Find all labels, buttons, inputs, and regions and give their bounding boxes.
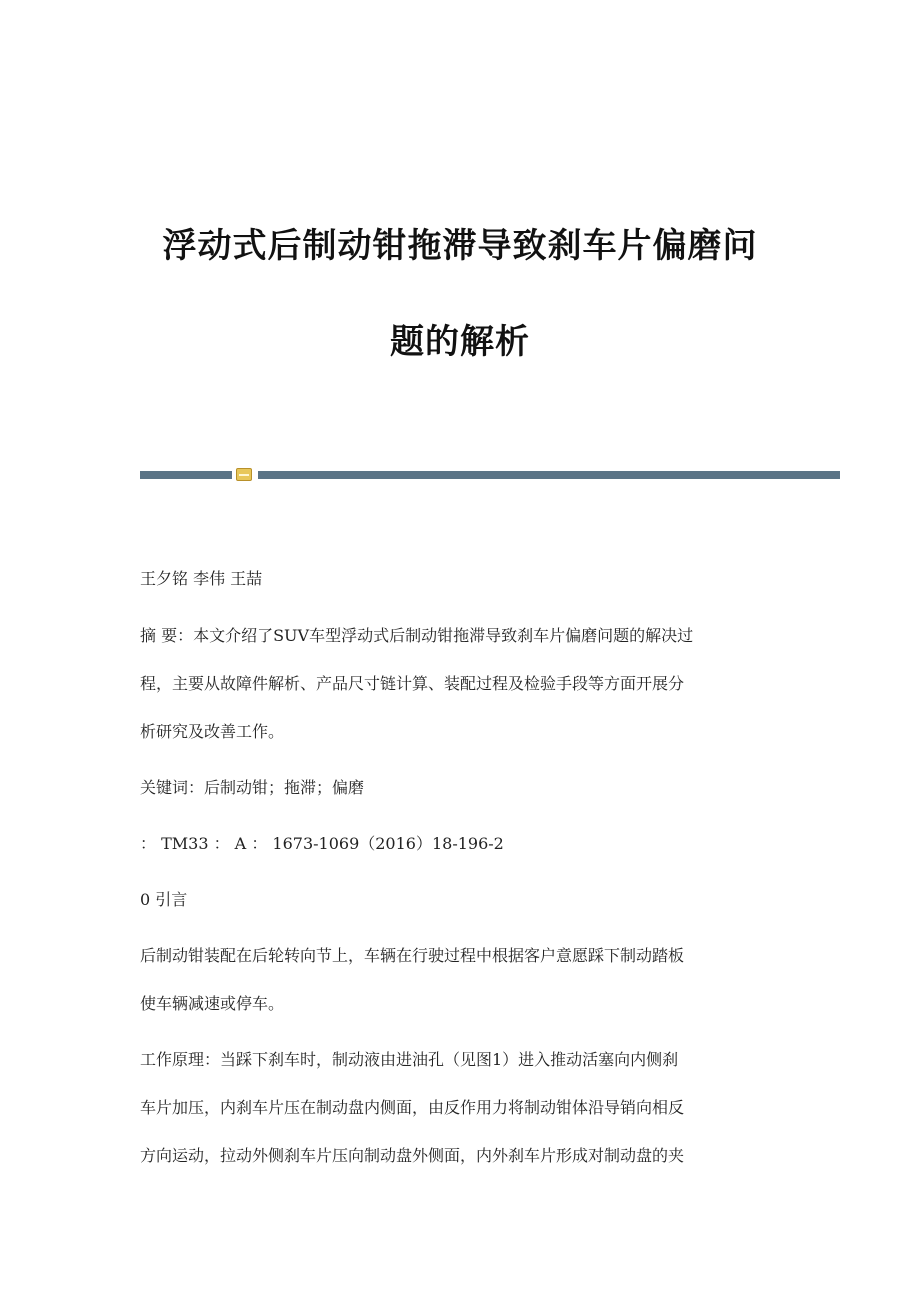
divider-emblem-icon bbox=[236, 468, 252, 481]
abstract-line: 析研究及改善工作。 bbox=[140, 722, 285, 741]
section-heading: 0 引言 bbox=[140, 890, 188, 909]
keywords: 关键词：后制动钳；拖滞；偏磨 bbox=[140, 778, 365, 797]
divider-right-bar bbox=[258, 471, 840, 479]
abstract-line: 摘 要：本文介绍了SUV车型浮动式后制动钳拖滞导致刹车片偏磨问题的解决过 bbox=[140, 626, 694, 645]
title-line-2: 题的解析 bbox=[390, 322, 530, 362]
authors: 王夕铭 李伟 王喆 bbox=[140, 569, 263, 588]
principle-line: 工作原理：当踩下刹车时，制动液由进油孔（见图1）进入推动活塞向内侧刹 bbox=[140, 1050, 679, 1069]
principle-line: 方向运动，拉动外侧刹车片压向制动盘外侧面，内外刹车片形成对制动盘的夹 bbox=[140, 1146, 685, 1165]
intro-line: 后制动钳装配在后轮转向节上，车辆在行驶过程中根据客户意愿踩下制动踏板 bbox=[140, 946, 685, 965]
intro-line: 使车辆减速或停车。 bbox=[140, 994, 285, 1013]
title-line-1: 浮动式后制动钳拖滞导致刹车片偏磨问 bbox=[162, 226, 758, 266]
divider-left-bar bbox=[140, 471, 232, 479]
principle-line: 车片加压，内刹车片压在制动盘内侧面，由反作用力将制动钳体沿导销向相反 bbox=[140, 1098, 685, 1117]
classification-info: ： TM33 ： A ： 1673-1069（2016）18-196-2 bbox=[140, 834, 504, 853]
abstract-line: 程，主要从故障件解析、产品尺寸链计算、装配过程及检验手段等方面开展分 bbox=[140, 674, 685, 693]
